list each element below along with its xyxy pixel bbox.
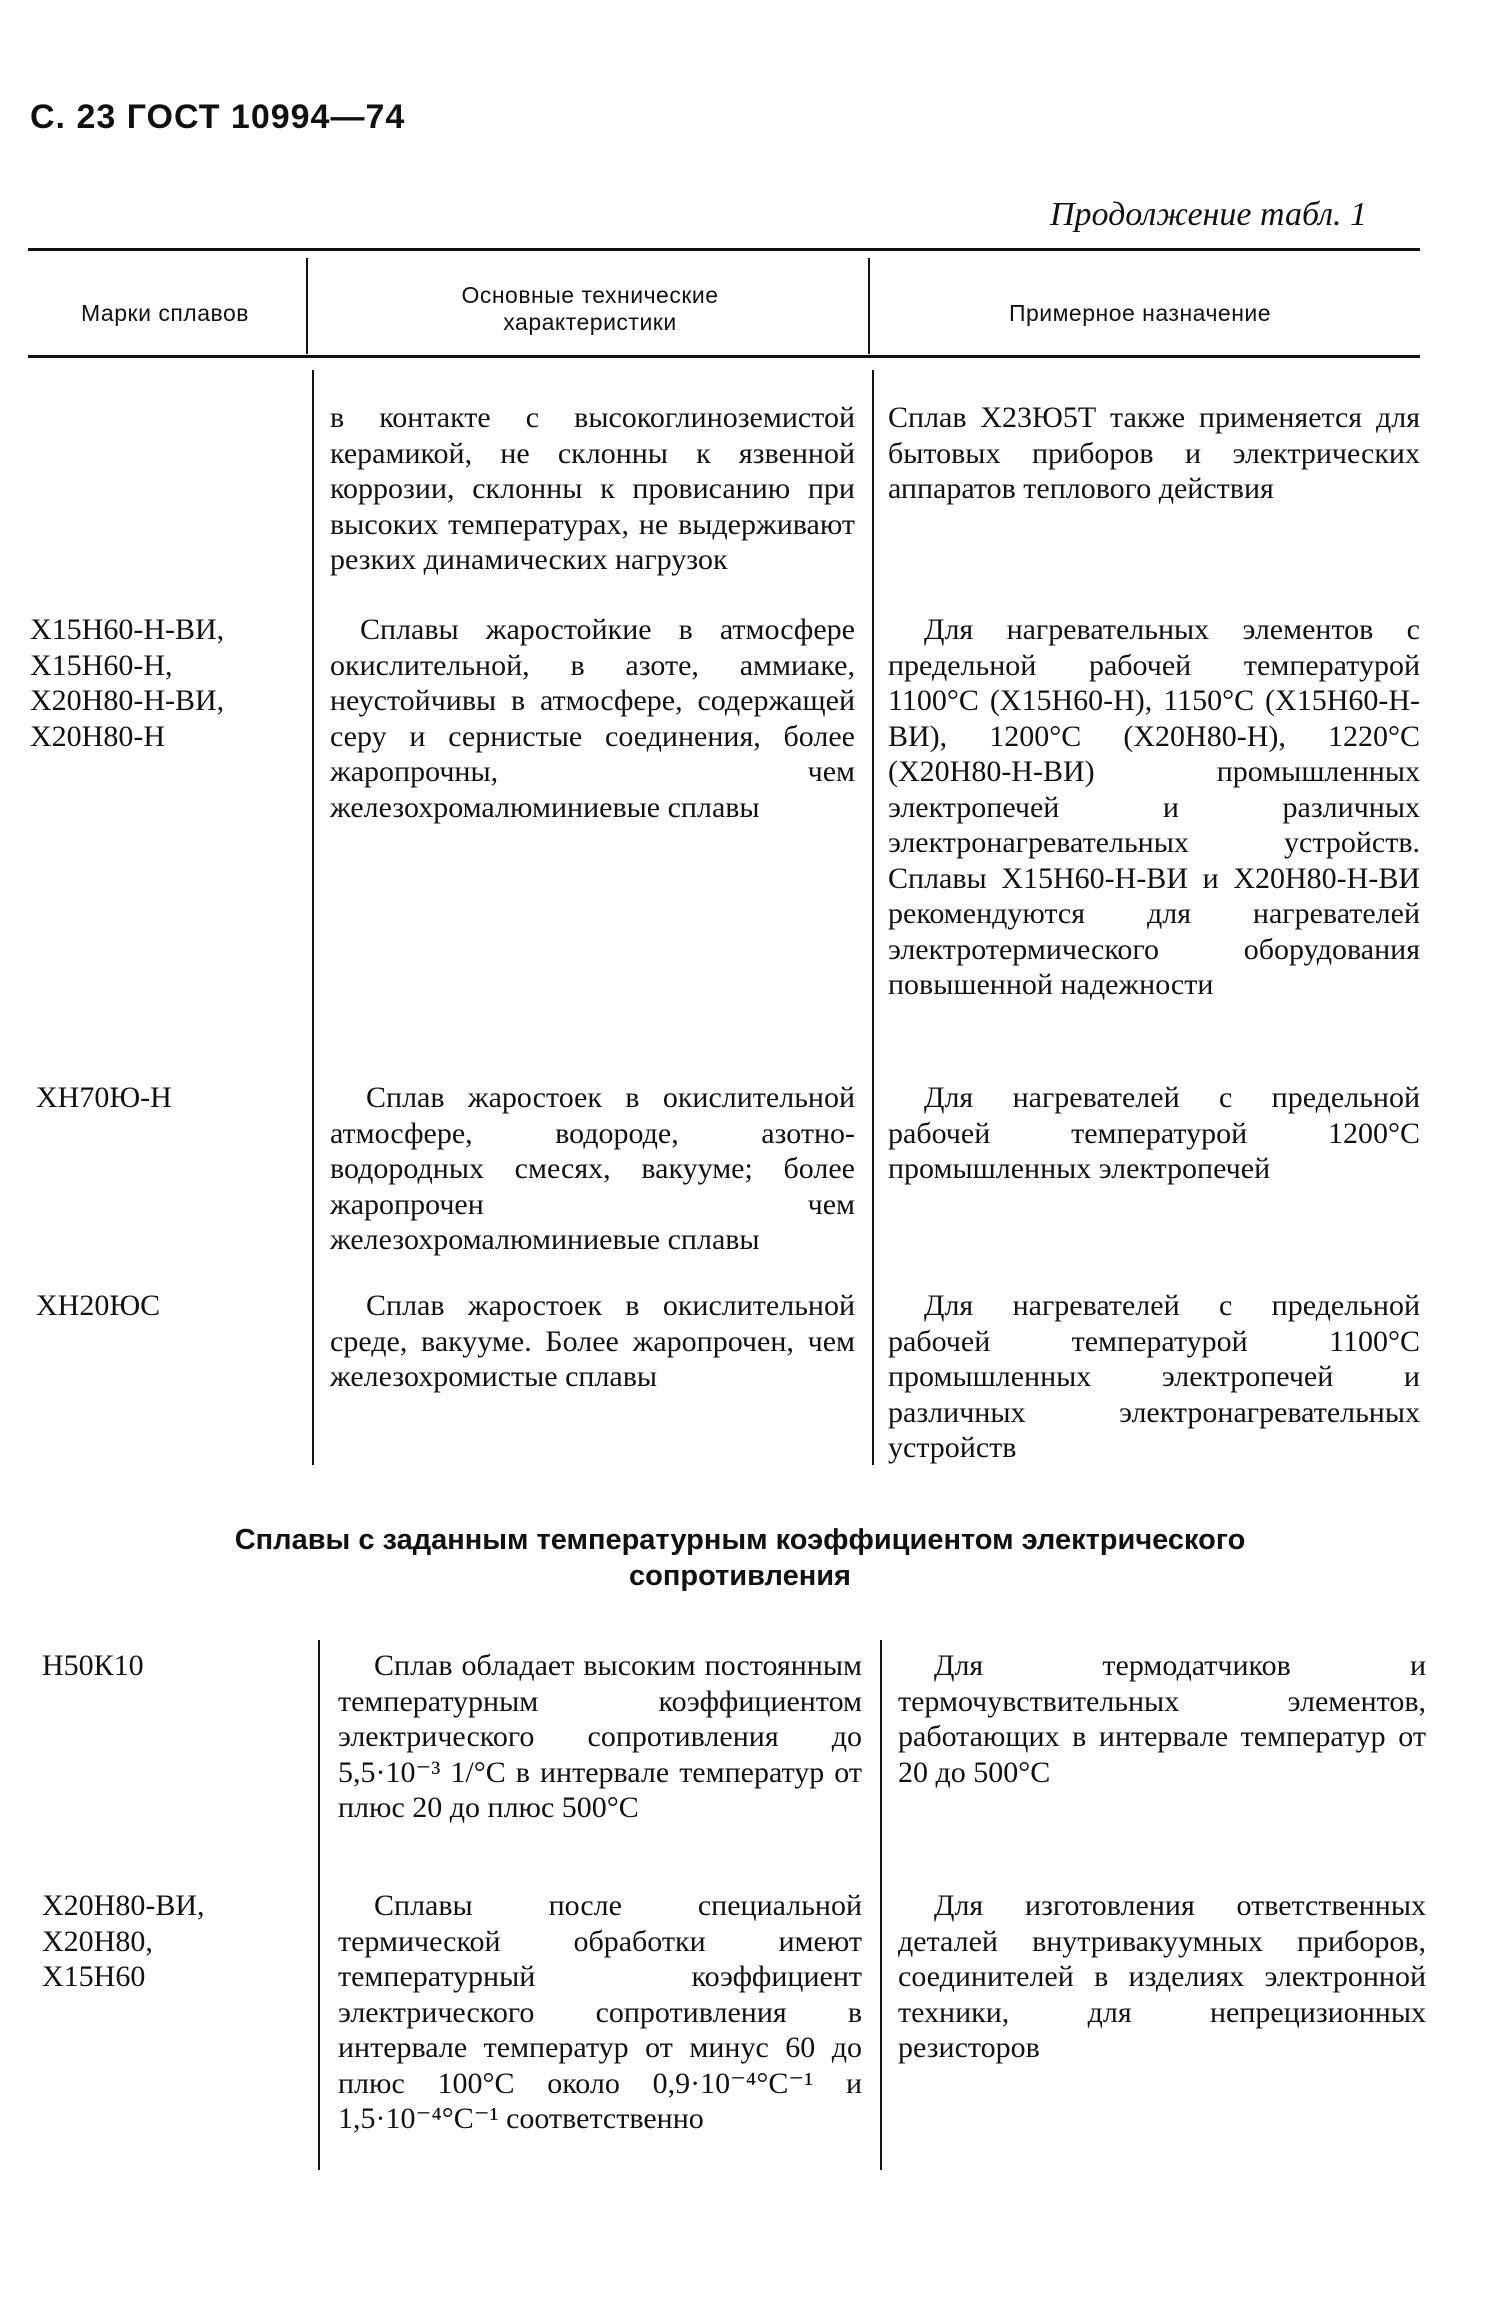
column-divider-2 (868, 258, 870, 354)
table-cell-characteristics: Сплавы жаростойкие в атмосфере окислительной, в азоте, аммиаке, неустойчивы в атмосфере, содержащей серу и сернистые соединения, более жаропрочны, чем железохромалюминиевые сплавы (330, 613, 855, 824)
table-cell-purpose: Для нагревателей с предельной рабочей температурой 1200°С промышленных электропечей (888, 1081, 1420, 1185)
table-cell-characteristics: Сплав жаростоек в окислительной среде, вакууме. Более жаропрочен, чем железохромистые сплавы (330, 1289, 855, 1393)
table-cell-grades: Х15Н60-Н-ВИ, Х15Н60-Н, Х20Н80-Н-ВИ, Х20Н80-Н (30, 613, 225, 753)
column-header-grades: Марки сплавов (81, 300, 249, 326)
table-cell-purpose: Для изготовления ответственных деталей внутривакуумных приборов, соединителей в изделиях электронной техники, для непрецизионных резисторов (898, 1889, 1426, 2064)
column-header-purpose: Примерное назначение (1008, 300, 1272, 326)
column-divider-2 (880, 1640, 882, 2170)
table-cell-purpose: Для нагревательных элементов с предельной рабочей температурой 1100°С (Х15Н60-Н), 1150°С (Х15Н60-Н-ВИ), 1200°С (Х20Н80-Н), 1220°С (Х20Н80-Н-ВИ) промышленных электропечей и различных электронагревательных устройств. Сплавы Х15Н60-Н-ВИ и Х20Н80-Н-ВИ рекомендуются для нагревателей электротермического оборудования повышенной надежности (888, 613, 1420, 1001)
section-title: Сплавы с заданным температурным коэффициентом электрического сопротивления (234, 1524, 1246, 1592)
column-divider-1 (318, 1640, 320, 2170)
table-cell-characteristics: Сплавы после специальной термической обработки имеют температурный коэффициент электрического сопротивления в интервале температур от минус 60 до плюс 100°С около 0,9·10⁻⁴°С⁻¹ и 1,5·10⁻⁴°С⁻¹ соответственно (338, 1889, 862, 2135)
page-header: С. 23 ГОСТ 10994—74 (30, 98, 406, 136)
column-divider-1 (306, 258, 308, 354)
table-cell-grades: ХН70Ю-Н (36, 1081, 172, 1114)
table-cell-purpose: Для термодатчиков и термочувствительных элементов, работающих в интервале температур от 20 до 500°С (898, 1649, 1426, 1789)
table-cell-characteristics: Сплав жаростоек в окислительной атмосфере, водороде, азотно-водородных смесях, вакууме; более жаропрочен чем железохромалюминиевые сплавы (330, 1081, 855, 1256)
table-top-rule (28, 248, 1420, 251)
column-divider-1 (312, 370, 314, 1465)
table-cell-purpose: Сплав Х23Ю5Т также применяется для бытовых приборов и электрических аппаратов теплового действия (888, 401, 1420, 505)
table-header-rule (28, 355, 1420, 358)
table-cell-characteristics: в контакте с высокоглиноземистой керамикой, не склонны к язвенной коррозии, склонны к провисанию при высоких температурах, не выдерживают резких динамических нагрузок (330, 401, 855, 576)
table-cell-grades: Н50К10 (42, 1649, 144, 1682)
table-cell-grades: ХН20ЮС (36, 1289, 161, 1322)
table-cell-characteristics: Сплав обладает высоким постоянным температурным коэффициентом электрического сопротивления до 5,5·10⁻³ 1/°С в интервале температур от плюс 20 до плюс 500°С (338, 1649, 862, 1824)
column-header-characteristics: Основные технические характеристики (461, 282, 719, 335)
column-divider-2 (872, 370, 874, 1465)
table-continuation-label: Продолжение табл. 1 (1050, 196, 1368, 233)
table-cell-purpose: Для нагревателей с предельной рабочей температурой 1100°С промышленных электропечей и различных электронагревательных устройств (888, 1289, 1420, 1464)
table-cell-grades: Х20Н80-ВИ, Х20Н80, Х15Н60 (42, 1889, 205, 1993)
